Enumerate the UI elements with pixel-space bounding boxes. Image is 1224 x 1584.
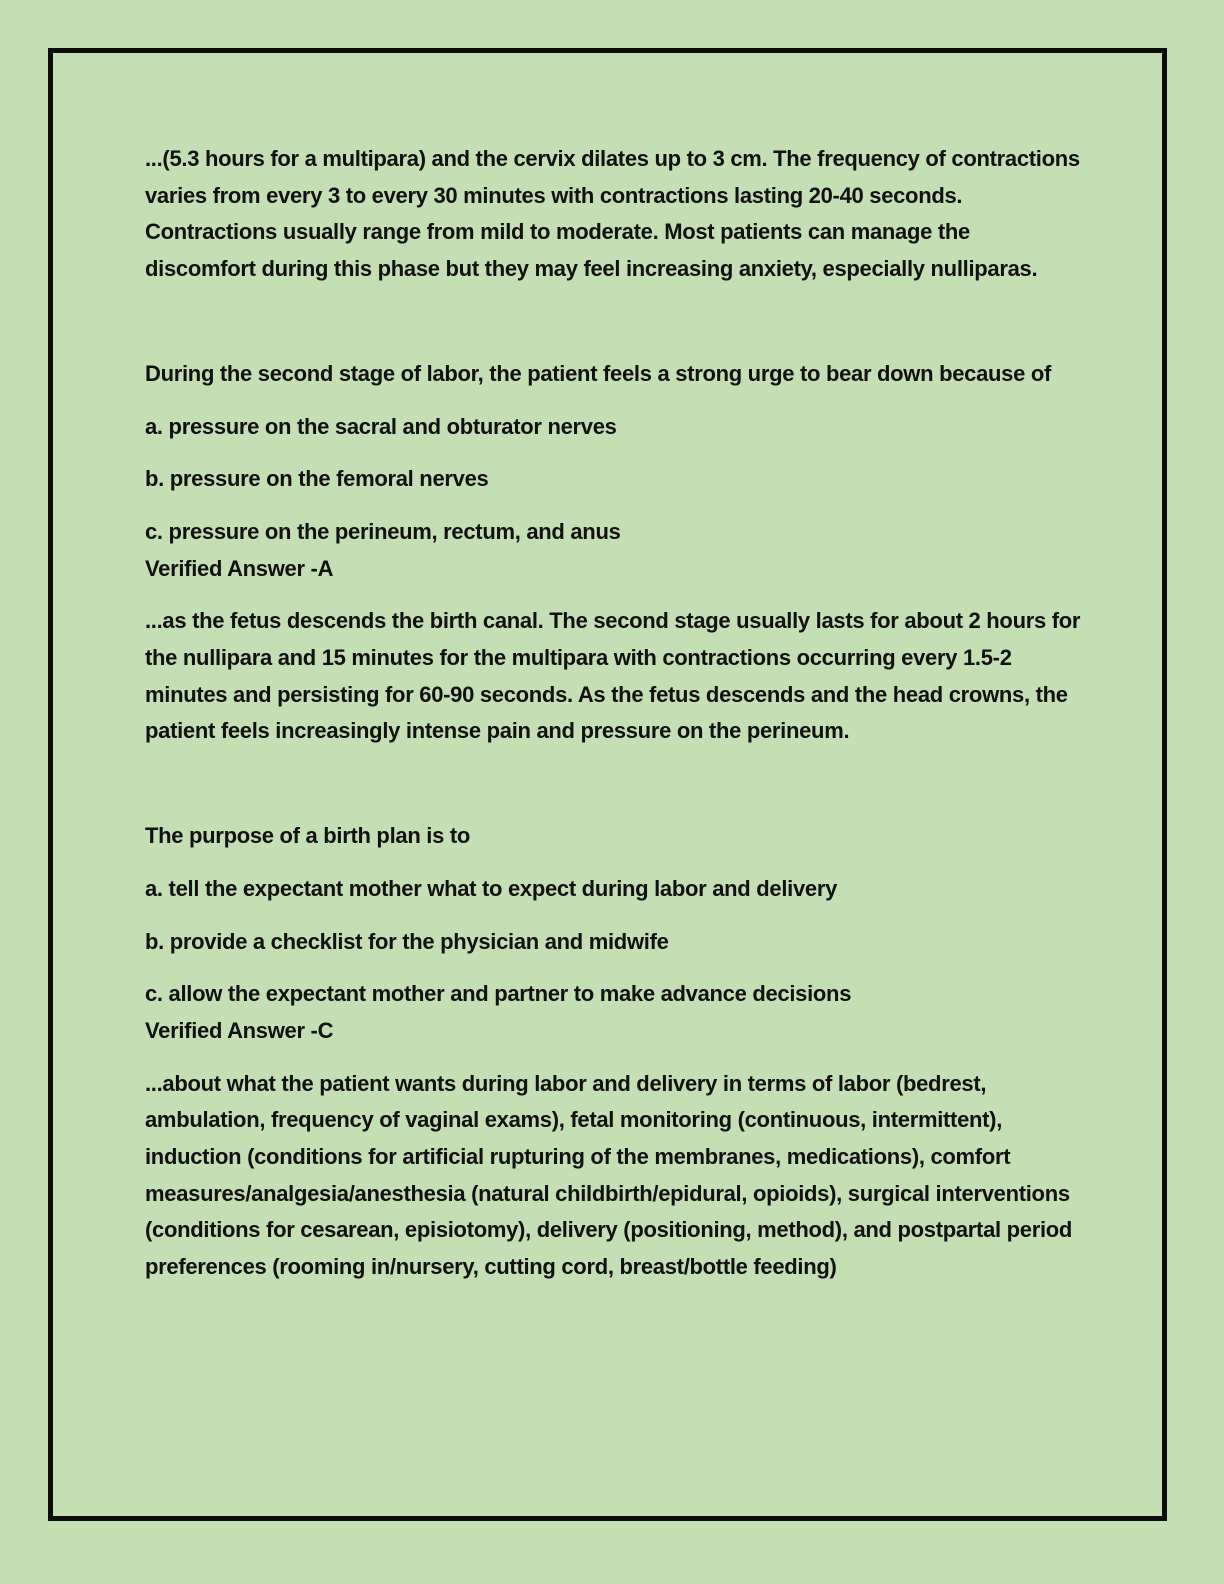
section-spacer: [145, 750, 1085, 818]
answer-option-a: a. pressure on the sacral and obturator nerves: [145, 413, 617, 439]
answer-option-c: c. pressure on the perineum, rectum, and anus: [145, 518, 621, 544]
answer-option-c: c. allow the expectant mother and partner to make advance decisions: [145, 981, 852, 1007]
question-block-2: [145, 818, 1085, 1286]
answer-option-a: a. tell the expectant mother what to expect during labor and delivery: [145, 875, 838, 901]
document-content: [145, 141, 1085, 1286]
verified-answer: Verified Answer -C: [145, 1017, 334, 1043]
intro-paragraph: ...(5.3 hours for a multipara) and the cervix dilates up to 3 cm. The frequency of contractions varies from every 3 to every 30 minutes with contractions lasting 20-40 seconds. Contractions usually range from mild to moderate. Most patients can manage the discomfort during this phase but they may feel increasing anxiety, especially nulliparas.: [145, 146, 1080, 282]
question-stem: The purpose of a birth plan is to: [145, 823, 470, 849]
question-stem: During the second stage of labor, the patient feels a strong urge to bear down because of: [145, 360, 1052, 386]
question-block-1: [145, 356, 1085, 750]
section-spacer: [145, 288, 1085, 356]
answer-explanation: ...as the fetus descends the birth canal. The second stage usually lasts for about 2 hours for the nullipara and 15 minutes for the multipara with contractions occurring every 1.5-2 minutes and persisting for 60-90 seconds. As the fetus descends and the head crowns, the patient feels increasingly intense pain and pressure on the perineum.: [145, 608, 1081, 744]
answer-explanation: ...about what the patient wants during labor and delivery in terms of labor (bedrest, ambulation, frequency of vaginal exams), fetal monitoring (continuous, intermittent), induction (conditions for artificial rupturing of the membranes, medications), comfort measures/analgesia/anesthesia (natural childbirth/epidural, opioids), surgical interventions (conditions for cesarean, episiotomy), delivery (positioning, method), and postpartal period preferences (rooming in/nursery, cutting cord, breast/bottle feeding): [145, 1070, 1073, 1280]
answer-option-b: b. pressure on the femoral nerves: [145, 466, 489, 492]
answer-option-b: b. provide a checklist for the physician and midwife: [145, 928, 669, 954]
verified-answer: Verified Answer -A: [145, 555, 334, 581]
